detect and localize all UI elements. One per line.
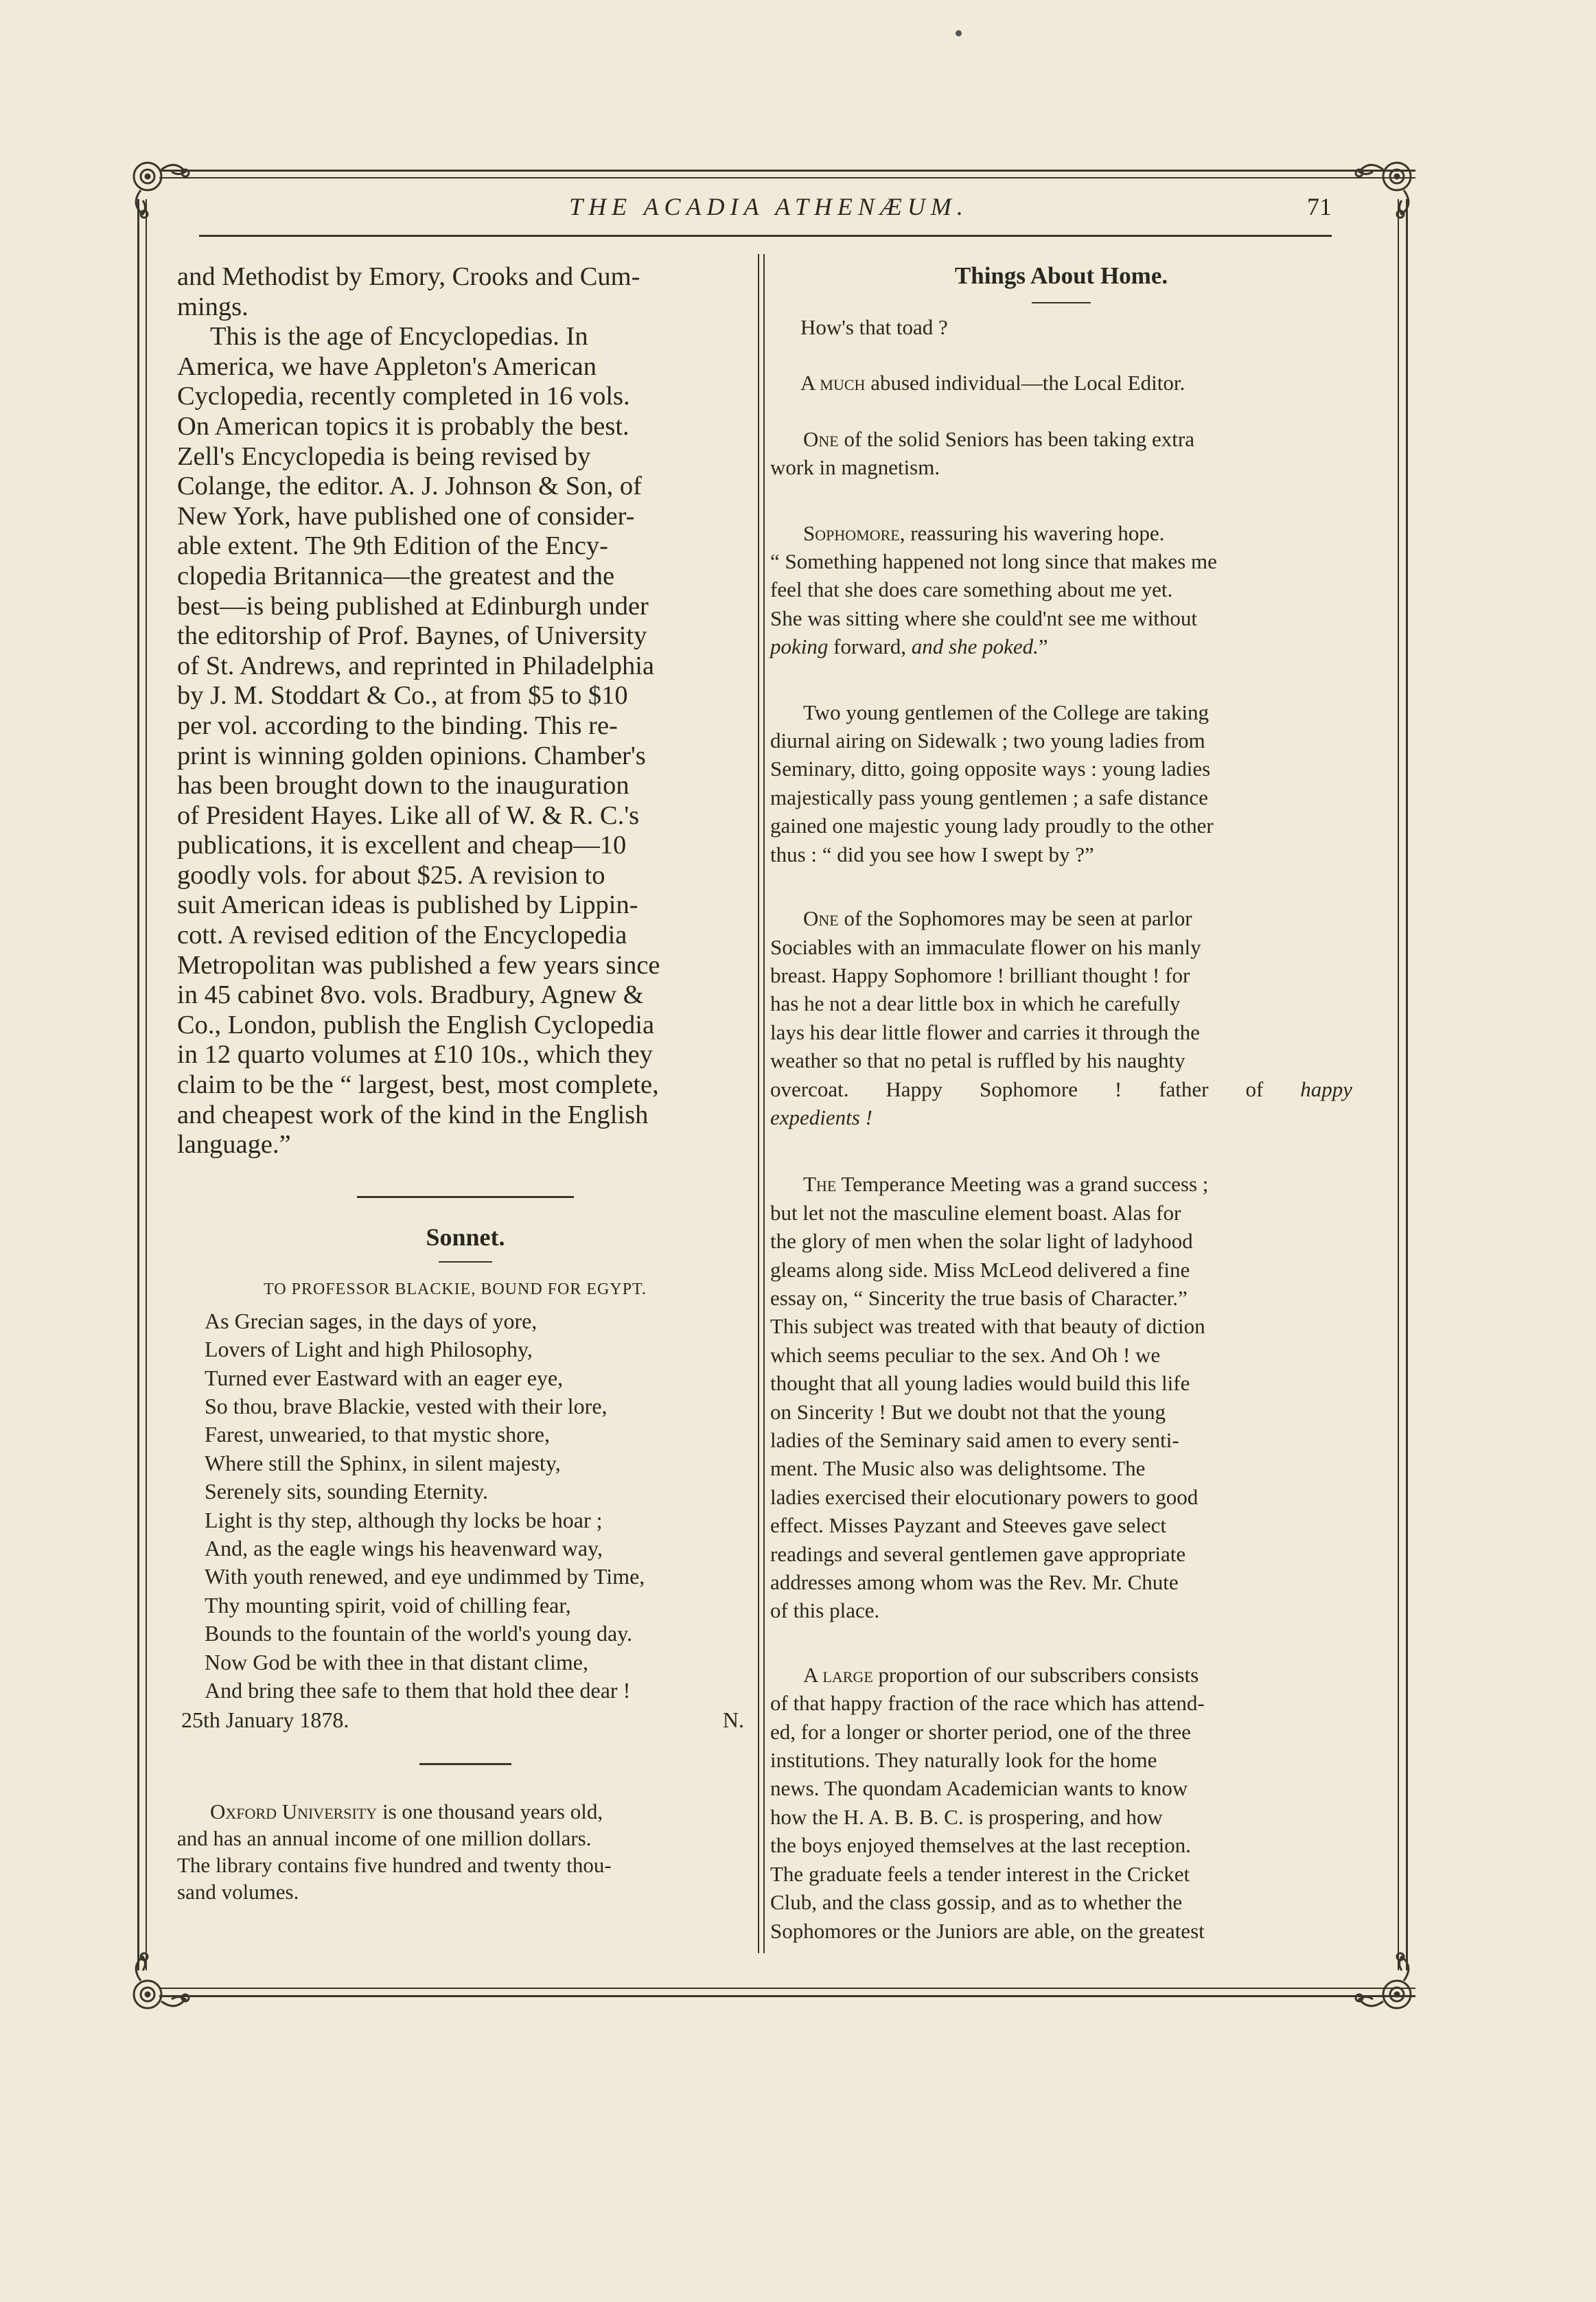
bottom-left-ornament-icon: [124, 1943, 199, 2018]
right-double-rule-inner: [1406, 199, 1408, 1970]
text-line: Co., London, publish the English Cyclopedia: [177, 1010, 655, 1039]
text-line: diurnal airing on Sidewalk ; two young ladies from: [770, 728, 1205, 753]
text-line: effect. Misses Payzant and Steeves gave select: [770, 1513, 1167, 1538]
section-heading: Things About Home.: [954, 262, 1168, 289]
text-line: expedients !: [770, 1105, 872, 1129]
text-line: America, we have Appleton's American: [177, 352, 597, 381]
text-line: able extent. The 9th Edition of the Ency-: [177, 531, 608, 561]
text-line: but let not the masculine element boast. Alas for: [770, 1200, 1181, 1225]
text-line: of St. Andrews, and reprinted in Philadelphia: [177, 651, 655, 680]
poem-line: Lovers of Light and high Philosophy,: [205, 1337, 533, 1362]
text-line: The library contains five hundred and twenty thou-: [177, 1852, 612, 1877]
text-line: essay on, “ Sincerity the true basis of Character.”: [770, 1285, 1188, 1310]
text-line: Club, and the class gossip, and as to whether the: [770, 1890, 1183, 1915]
poem-line: Where still the Sphinx, in silent majesty,: [205, 1450, 561, 1475]
text-line: weather so that no petal is ruffled by his naughty: [770, 1048, 1186, 1073]
text-line: best—is being published at Edinburgh under: [177, 591, 649, 621]
text-line: ment. The Music also was delightsome. The: [770, 1456, 1146, 1481]
text-line: feel that she does care something about me yet.: [770, 577, 1173, 602]
text-line: ladies of the Seminary said amen to every senti-: [770, 1428, 1179, 1452]
text-line: which seems peculiar to the sex. And Oh ! we: [770, 1342, 1161, 1367]
text-line: language.”: [177, 1130, 291, 1160]
title-underline: [439, 1261, 492, 1263]
text-line: breast. Happy Sophomore ! brilliant thought ! for: [770, 963, 1190, 987]
text-line: in 45 cabinet 8vo. vols. Bradbury, Agnew &: [177, 980, 644, 1010]
top-double-rule-outer: [159, 170, 1415, 172]
header-underline: [199, 235, 1332, 237]
text-line: the boys enjoyed themselves at the last reception.: [770, 1833, 1191, 1858]
toad-item: How's that toad ?: [800, 315, 948, 339]
text-line: how the H. A. B. B. C. is prospering, and how: [770, 1804, 1163, 1829]
text-line: thought that all young ladies would build this life: [770, 1371, 1190, 1396]
section-divider: [357, 1196, 574, 1198]
oxford-paragraph: [177, 1798, 754, 1905]
text-line: gleams along side. Miss McLeod delivered a fine: [770, 1257, 1190, 1282]
right-double-rule-outer: [1398, 199, 1399, 1970]
text-line: She was sitting where she could'nt see me without: [770, 606, 1198, 630]
left-double-rule-inner: [146, 199, 147, 1970]
column-divider-inner: [763, 254, 765, 1953]
text-line: Cyclopedia, recently completed in 16 vols.: [177, 382, 630, 411]
text-line: overcoat. Happy Sophomore ! father of happy: [770, 1077, 1352, 1101]
bottom-right-ornament-icon: [1345, 1943, 1421, 2018]
text-line: institutions. They naturally look for the home: [770, 1748, 1157, 1773]
right-column: [770, 262, 1352, 1945]
poem-line: Bounds to the fountain of the world's young day.: [205, 1621, 633, 1646]
text-line: and has an annual income of one million dollars.: [177, 1826, 592, 1850]
text-line: clopedia Britannica—the greatest and the: [177, 561, 615, 590]
text-line: claim to be the “ largest, best, most complete,: [177, 1070, 659, 1100]
text-line: One of the solid Seniors has been taking extra: [803, 426, 1194, 451]
text-line: The graduate feels a tender interest in the Cricket: [770, 1861, 1190, 1886]
text-line: Sophomore, reassuring his wavering hope.: [803, 520, 1165, 545]
sophomore-item: [770, 519, 1352, 661]
text-line: Sophomores or the Juniors are able, on the greatest: [770, 1918, 1205, 1943]
poem-line: Turned ever Eastward with an eager eye,: [205, 1365, 564, 1390]
text-line: On American topics it is probably the best.: [177, 411, 629, 441]
temperance-item: [770, 1170, 1352, 1625]
text-line: publications, it is excellent and cheap—10: [177, 831, 627, 860]
bottom-double-rule-inner: [159, 1995, 1415, 1997]
continuation-paragraph: [177, 262, 754, 322]
bottom-double-rule-outer: [159, 1988, 1415, 1989]
text-line: ed, for a longer or shorter period, one of the three: [770, 1719, 1191, 1744]
text-line: work in magnetism.: [770, 455, 940, 480]
text-line: New York, have published one of consider-: [177, 501, 635, 531]
text-line: Two young gentlemen of the College are taking: [803, 700, 1209, 724]
text-line: Seminary, ditto, going opposite ways : young ladies: [770, 757, 1211, 781]
running-header: [206, 192, 1332, 233]
text-line: One of the Sophomores may be seen at parlor: [803, 906, 1192, 931]
top-right-ornament-icon: [1345, 152, 1421, 228]
text-line: Sociables with an immaculate flower on his manly: [770, 934, 1201, 959]
poem-line: Farest, unwearied, to that mystic shore,: [205, 1422, 550, 1447]
poem-line: Thy mounting spirit, void of chilling fear,: [205, 1592, 571, 1618]
text-line: ladies exercised their elocutionary powers to good: [770, 1484, 1199, 1509]
subscribers-item: [770, 1661, 1352, 1945]
seniors-item: [770, 425, 1352, 482]
text-line: print is winning golden opinions. Chamber's: [177, 741, 646, 770]
text-line: majestically pass young gentlemen ; a safe distance: [770, 785, 1208, 809]
poem-line: As Grecian sages, in the days of yore,: [205, 1308, 537, 1333]
text-line: addresses among whom was the Rev. Mr. Chute: [770, 1570, 1179, 1595]
text-line: Metropolitan was published a few years since: [177, 950, 660, 980]
text-line: has been brought down to the inauguration: [177, 771, 629, 801]
text-line: per vol. according to the binding. This re-: [177, 711, 618, 740]
sonnet-date: 25th January 1878.: [181, 1707, 349, 1732]
text-line: This is the age of Encyclopedias. In: [210, 322, 588, 352]
text-line: lays his dear little flower and carries it through the: [770, 1020, 1200, 1044]
lead-in: Oxford University: [210, 1799, 378, 1823]
text-line: Zell's Encyclopedia is being revised by: [177, 441, 591, 471]
text-line: of President Hayes. Like all of W. & R. C.'s: [177, 801, 640, 830]
text-line: has he not a dear little box in which he carefully: [770, 991, 1181, 1016]
ink-speck: [956, 30, 962, 36]
heading-underline: [1032, 302, 1091, 303]
top-left-ornament-icon: [124, 152, 199, 228]
section-divider: [419, 1763, 511, 1765]
text-line: of this place.: [770, 1598, 880, 1623]
text-line: and cheapest work of the kind in the English: [177, 1100, 649, 1129]
poem-line: With youth renewed, and eye undimmed by Time,: [205, 1564, 645, 1589]
sonnet-dateline: [181, 1705, 754, 1734]
text-line: The Temperance Meeting was a grand success ;: [803, 1172, 1209, 1197]
text-line: by J. M. Stoddart & Co., at from $5 to $10: [177, 681, 628, 711]
poem-line: So thou, brave Blackie, vested with their lore,: [205, 1394, 608, 1419]
poem-line: And, as the eagle wings his heavenward way,: [205, 1536, 603, 1561]
poem-line: And bring thee safe to them that hold thee dear !: [205, 1678, 631, 1703]
text-line: sand volumes.: [177, 1879, 299, 1904]
poem-line: Now God be with thee in that distant clime,: [205, 1649, 588, 1674]
text-line: gained one majestic young lady proudly to the other: [770, 814, 1214, 838]
sonnet-title: Sonnet.: [426, 1223, 505, 1251]
poem-line: Serenely sits, sounding Eternity.: [205, 1479, 488, 1504]
text-line: Colange, the editor. A. J. Johnson & Son, of: [177, 472, 642, 501]
text-line: A large proportion of our subscribers consists: [803, 1662, 1199, 1687]
journal-title: THE ACADIA ATHENÆUM.: [569, 193, 969, 220]
top-double-rule-inner: [159, 177, 1415, 179]
text-line: goodly vols. for about $25. A revision to: [177, 860, 605, 890]
text-line: and Methodist by Emory, Crooks and Cum-: [177, 262, 640, 291]
text-line: news. The quondam Academician wants to know: [770, 1776, 1188, 1801]
text-line: on Sincerity ! But we doubt not that the young: [770, 1399, 1166, 1424]
text-line: the editorship of Prof. Baynes, of University: [177, 621, 647, 651]
text-line: cott. A revised edition of the Encyclopedia: [177, 921, 627, 950]
text-line: readings and several gentlemen gave appropriate: [770, 1541, 1186, 1566]
poem-line: Light is thy step, although thy locks be hoar ;: [205, 1507, 603, 1532]
text-line: poking forward, and she poked.”: [770, 634, 1048, 659]
page-number: 71: [1307, 193, 1332, 220]
text-line: of that happy fraction of the race which has attend-: [770, 1691, 1205, 1716]
text-line: “ Something happened not long since that makes me: [770, 549, 1217, 574]
text-line: the glory of men when the solar light of ladyhood: [770, 1229, 1193, 1254]
text-line: This subject was treated with that beauty of diction: [770, 1314, 1205, 1339]
left-double-rule-outer: [137, 199, 139, 1970]
column-divider-outer: [758, 254, 759, 1953]
text-line: mings.: [177, 292, 248, 321]
text-line: suit American ideas is published by Lippin-: [177, 890, 638, 920]
encyclopedias-paragraph: [177, 322, 754, 1160]
sonnet-poem: [205, 1307, 754, 1705]
left-column: [177, 262, 754, 1905]
editor-item: A much abused individual—the Local Editor.: [800, 371, 1186, 395]
text-line: in 12 quarto volumes at £10 10s., which they: [177, 1040, 653, 1070]
gentlemen-item: [770, 698, 1352, 868]
sonnet-dedication: TO PROFESSOR BLACKIE, BOUND FOR EGYPT.: [264, 1280, 647, 1298]
flower-item: [770, 904, 1352, 1131]
sonnet-signature: N.: [722, 1707, 744, 1732]
text-line: Oxford University is one thousand years old,: [210, 1799, 603, 1823]
text-line: thus : “ did you see how I swept by ?”: [770, 842, 1094, 866]
